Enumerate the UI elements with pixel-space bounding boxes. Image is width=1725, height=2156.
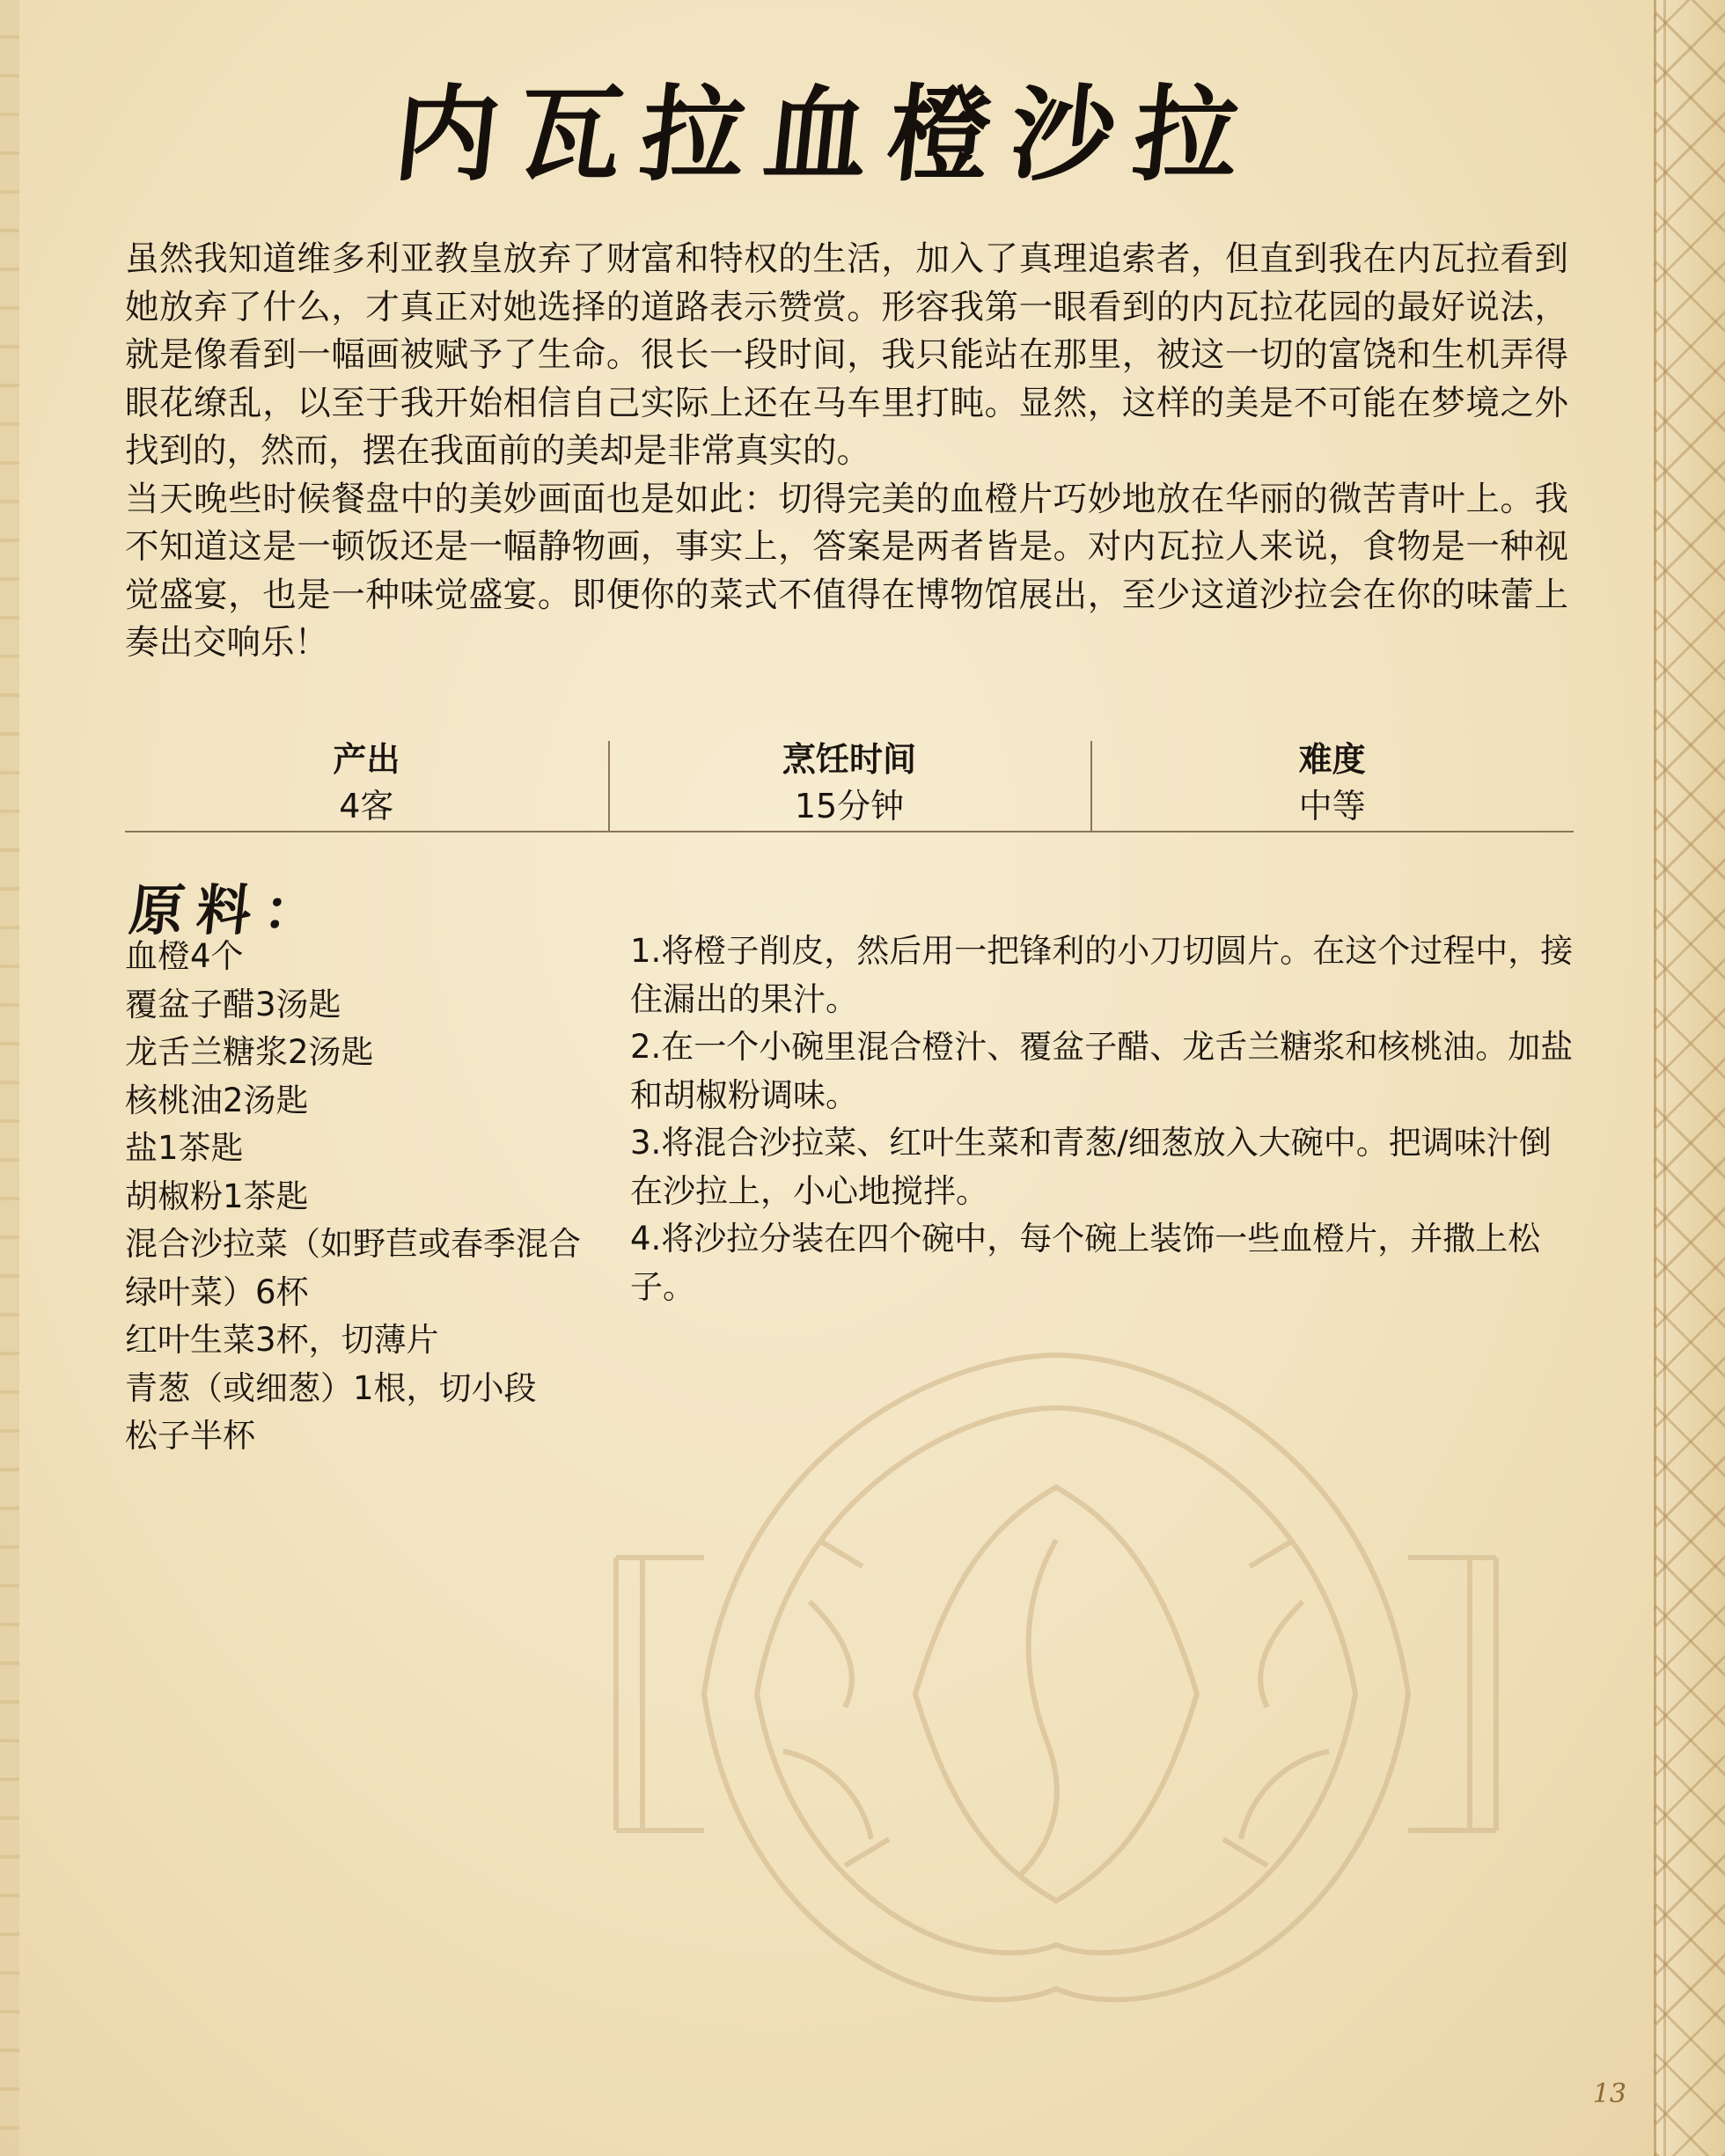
ingredient-item: 胡椒粉1茶匙 <box>125 1177 309 1215</box>
intro-text <box>125 236 1568 668</box>
ingredient-item: 血橙4个 <box>125 937 244 975</box>
instruction-step: 1.将橙子削皮，然后用一把锋利的小刀切圆片。在这个过程中，接住漏出的果汁。 <box>630 932 1574 1018</box>
ingredient-item: 核桃油2汤匙 <box>125 1081 309 1119</box>
left-ornamental-border <box>0 0 19 2156</box>
ingredients-list <box>125 933 583 1461</box>
right-ornamental-border <box>1654 0 1725 2156</box>
stat-difficulty <box>1090 736 1574 831</box>
intro-paragraph-1: 虽然我知道维多利亚教皇放弃了财富和特权的生活，加入了真理追索者，但直到我在内瓦拉看到她放弃了什么，才真正对她选择的道路表示赞赏。形容我第一眼看到的内瓦拉花园的最好说法，就是像看到一幅画被赋予了生命。很长一段时间，我只能站在那里，被这一切的富饶和生机弄得眼花缭乱，以至于我开始相信自己实际上还在马车里打盹。显然，这样的美是不可能在梦境之外找到的，然而，摆在我面前的美却是非常真实的。 <box>125 239 1568 471</box>
ingredient-item: 龙舌兰糖浆2汤匙 <box>125 1033 374 1071</box>
ingredient-item: 覆盆子醋3汤匙 <box>125 985 341 1023</box>
page-number: 13 <box>1592 2079 1626 2109</box>
stat-yield-value: 4客 <box>339 787 394 825</box>
instruction-step: 2.在一个小碗里混合橙汁、覆盆子醋、龙舌兰糖浆和核桃油。加盐和胡椒粉调味。 <box>630 1028 1574 1114</box>
intro-paragraph-2: 当天晚些时候餐盘中的美妙画面也是如此：切得完美的血橙片巧妙地放在华丽的微苦青叶上。我不知道这是一顿饭还是一幅静物画，事实上，答案是两者皆是。对内瓦拉人来说，食物是一种视觉盛宴，也是一种味觉盛宴。即便你的菜式不值得在博物馆展出，至少这道沙拉会在你的味蕾上奏出交响乐！ <box>125 479 1568 663</box>
ingredient-item: 混合沙拉菜（如野苣或春季混合绿叶菜）6杯 <box>125 1225 581 1311</box>
ingredient-item: 盐1茶匙 <box>125 1129 244 1167</box>
instruction-step: 4.将沙拉分装在四个碗中，每个碗上装饰一些血橙片，并撒上松子。 <box>630 1220 1541 1306</box>
stat-yield <box>125 736 608 831</box>
decorative-emblem-icon <box>581 1338 1531 2006</box>
ingredient-item: 红叶生菜3杯，切薄片 <box>125 1321 439 1359</box>
recipe-stats <box>125 736 1574 832</box>
stat-yield-label: 产出 <box>333 740 400 779</box>
recipe-title: 内瓦拉血橙沙拉 <box>388 73 1265 195</box>
instructions-list <box>630 928 1581 1311</box>
ingredient-item: 青葱（或细葱）1根，切小段 <box>125 1368 537 1407</box>
stat-cook-time-label: 烹饪时间 <box>782 740 917 779</box>
stat-difficulty-value: 中等 <box>1298 787 1366 825</box>
stat-difficulty-label: 难度 <box>1298 740 1366 779</box>
instruction-step: 3.将混合沙拉菜、红叶生菜和青葱/细葱放入大碗中。把调味汁倒在沙拉上，小心地搅拌。 <box>630 1124 1552 1210</box>
stat-cook-time <box>608 736 1091 831</box>
stat-cook-time-value: 15分钟 <box>794 787 905 825</box>
ingredient-item: 松子半杯 <box>125 1417 255 1455</box>
ingredients-heading: 原料： <box>126 878 334 942</box>
